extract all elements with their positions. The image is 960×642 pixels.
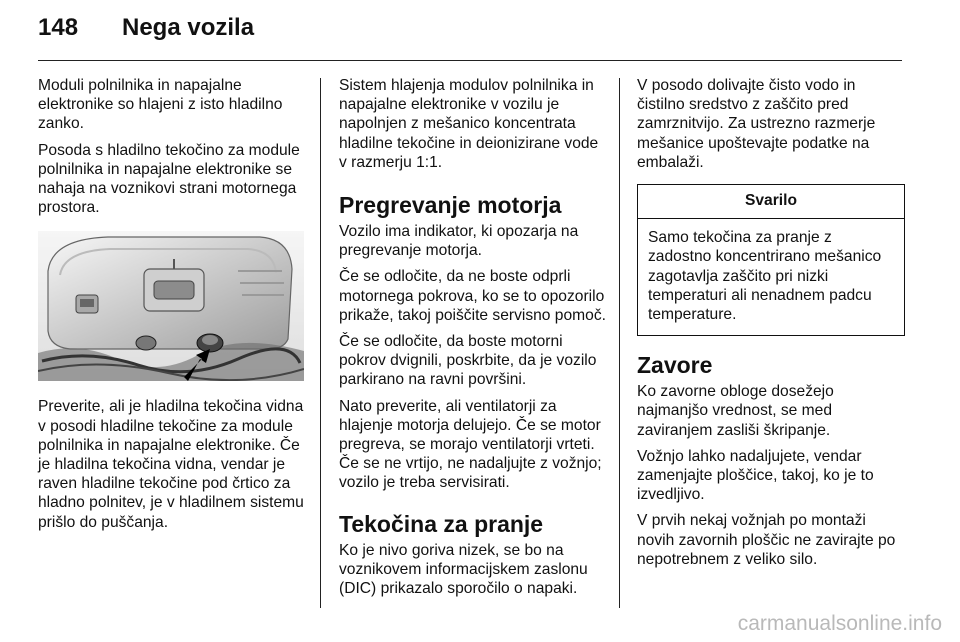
heading-washer-fluid: Tekočina za pranje <box>339 510 544 537</box>
paragraph-cooling-mixture: Sistem hlajenja modulov polnilnika in napajalne elektronike v vozilu je napolnjen z mešanico koncentrata hladilne tekočine in deionizirane vode v razmerju 1:1. <box>339 77 599 171</box>
warning-title: Svarilo <box>638 185 904 219</box>
paragraph-overheat-indicator: Vozilo ima indikator, ki opozarja na pregrevanje motorja. <box>339 223 579 260</box>
warning-box <box>637 184 905 336</box>
page-title: Nega vozila <box>122 14 255 41</box>
paragraph-brake-squeal: Ko zavorne obloge dosežejo najmanjšo vrednost, se med zaviranjem zasliši škripanje. <box>637 383 834 439</box>
column-3 <box>637 76 905 576</box>
header-divider <box>38 60 902 61</box>
column-2 <box>339 76 607 605</box>
paragraph-service-help: Če se odločite, da ne boste odprli motornega pokrova, ko se to opozorilo prikaže, takoj poiščite servisno pomoč. <box>339 268 606 324</box>
paragraph-washer-refill: V posodo dolivajte čisto vodo in čistilno sredstvo z zaščito pred zamrznitvijo. Za ustrezno razmerje mešanice upoštevajte podatke na embalaži. <box>637 77 876 171</box>
page-number: 148 <box>38 14 79 41</box>
heading-engine-overheating: Pregrevanje motorja <box>339 192 562 219</box>
heading-brakes: Zavore <box>637 352 713 379</box>
paragraph-new-pads: V prvih nekaj vožnjah po montaži novih zavornih ploščic ne zavirajte po nepotrebnem z veliko silo. <box>637 512 896 568</box>
paragraph-cooling-loop: Moduli polnilnika in napajalne elektronike so hlajeni z isto hladilno zanko. <box>38 77 283 133</box>
column-1 <box>38 76 304 539</box>
watermark: carmanualsonline.info <box>737 612 942 635</box>
paragraph-dic-message: Ko je nivo goriva nizek, se bo na voznikovem informacijskem zaslonu (DIC) prikazalo sporočilo o napaki. <box>339 541 588 598</box>
paragraph-coolant-check: Preverite, ali je hladilna tekočina vidna v posodi hladilne tekočine za module polnilnika in napajalne elektronike. Če je hladilna tekočina vidna, vendar je raven hladilne tekočine pod črtico za hladno polnitev, je v hladilnem sistemu prišlo do puščanja. <box>38 398 304 531</box>
paragraph-reservoir-location: Posoda s hladilno tekočino za module polnilnika in napajalne elektronike se nahaja na voznikovi strani motornega prostora. <box>38 141 300 217</box>
column-divider-2 <box>619 78 620 608</box>
warning-text: Samo tekočina za pranje z zadostno koncentrirano mešanico zagotavlja zaščito pri nizki temperaturi ali nenadnem padcu temperature. <box>648 229 882 324</box>
paragraph-level-surface: Če se odločite, da boste motorni pokrov dvignili, poskrbite, da je vozilo parkirano na ravni površini. <box>339 333 597 389</box>
paragraph-fans-check: Nato preverite, ali ventilatorji za hlajenje motorja delujejo. Če se motor pregreva, se morajo ventilatorji vrteti. Če se ne vrtijo, ne nadaljujte z vožnjo; vozilo je treba servisirati. <box>339 397 602 492</box>
paragraph-replace-pads: Vožnjo lahko nadaljujete, vendar zamenjajte ploščice, takoj, ko je to izvedljivo. <box>637 447 874 504</box>
engine-coolant-reservoir-illustration <box>38 231 304 381</box>
column-divider-1 <box>320 78 321 608</box>
